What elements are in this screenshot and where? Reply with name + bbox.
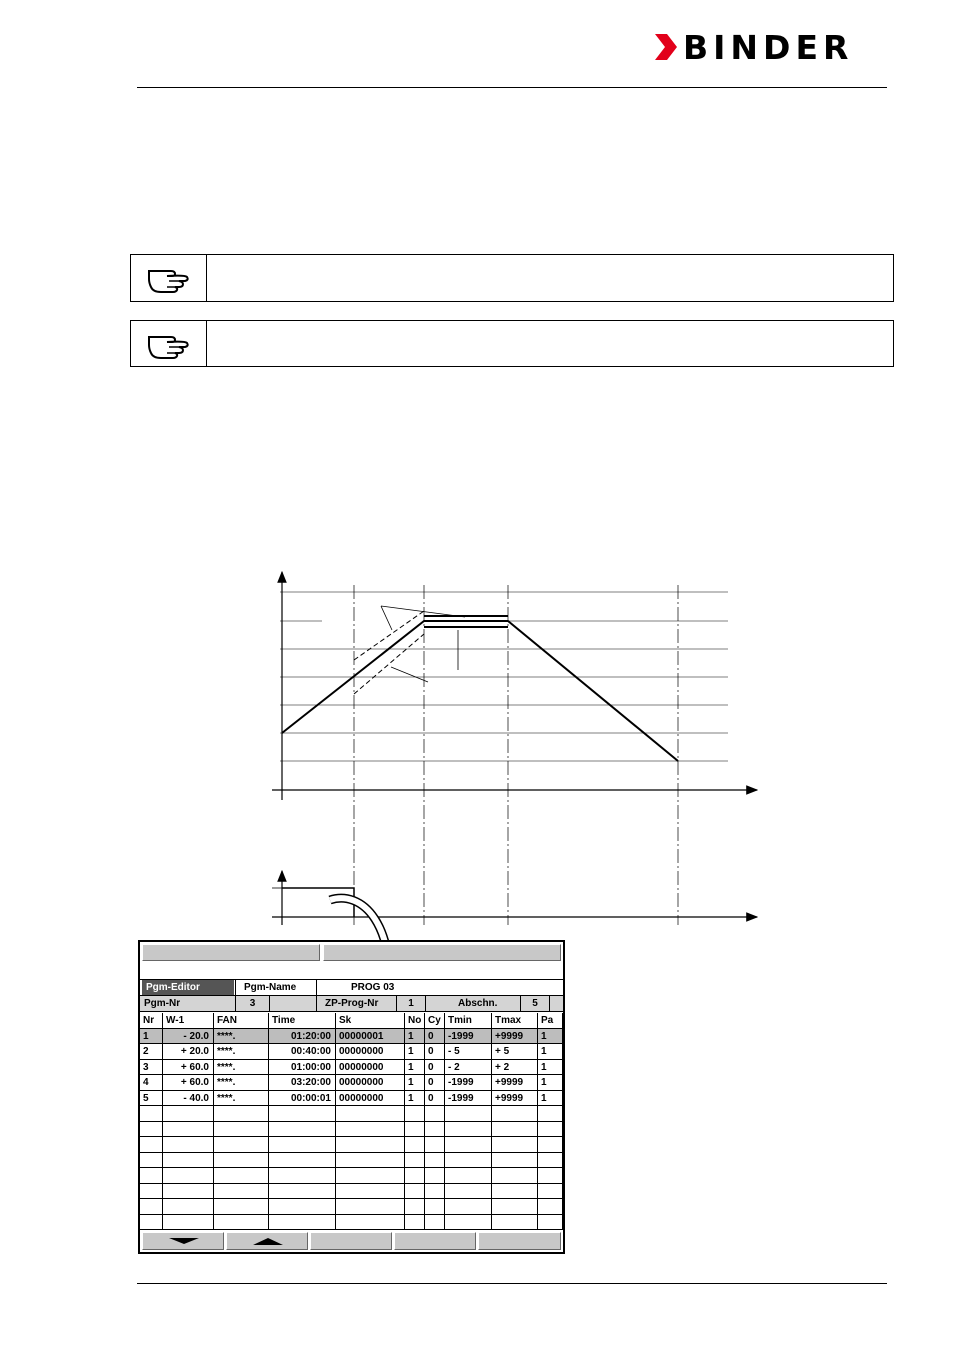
table-cell — [163, 1199, 214, 1214]
table-cell: 1 — [538, 1029, 563, 1044]
table-cell: 3 — [140, 1060, 163, 1075]
table-cell — [269, 1215, 336, 1230]
header-rule — [137, 87, 887, 88]
table-cell — [425, 1215, 445, 1230]
table-cell — [140, 1153, 163, 1168]
table-cell — [163, 1215, 214, 1230]
column-header: Pa — [538, 1013, 563, 1028]
table-cell — [140, 1199, 163, 1214]
zp-prog-label: ZP-Prog-Nr — [316, 996, 396, 1011]
table-cell — [492, 1215, 538, 1230]
table-cell: ****. — [214, 1075, 269, 1090]
table-row[interactable] — [140, 1122, 563, 1138]
table-cell — [538, 1168, 563, 1183]
pgm-name-label: Pgm-Name — [235, 980, 315, 995]
table-cell: + 60.0 — [163, 1060, 214, 1075]
table-row[interactable] — [140, 1106, 563, 1122]
table-cell — [445, 1153, 492, 1168]
table-cell — [140, 1168, 163, 1183]
table-cell — [163, 1153, 214, 1168]
table-cell: - 5 — [445, 1044, 492, 1059]
note-text-2 — [207, 321, 893, 366]
up-arrow-icon — [227, 1233, 308, 1249]
table-cell — [445, 1137, 492, 1152]
pointing-hand-icon — [131, 255, 207, 301]
pointing-hand-icon — [131, 321, 207, 366]
note-box-1 — [130, 254, 894, 302]
table-cell: 0 — [425, 1060, 445, 1075]
table-cell — [492, 1122, 538, 1137]
table-cell — [538, 1199, 563, 1214]
table-cell — [140, 1137, 163, 1152]
abschn-label: Abschn. — [458, 998, 498, 1009]
table-cell: 0 — [425, 1091, 445, 1106]
table-cell — [405, 1215, 425, 1230]
table-cell — [425, 1122, 445, 1137]
table-cell — [425, 1106, 445, 1121]
table-cell — [163, 1137, 214, 1152]
table-cell — [269, 1106, 336, 1121]
table-cell — [538, 1184, 563, 1199]
top-button-left[interactable] — [142, 944, 320, 961]
table-cell — [405, 1137, 425, 1152]
table-cell — [269, 1153, 336, 1168]
abschn-value[interactable]: 5 — [520, 996, 550, 1011]
table-cell — [214, 1215, 269, 1230]
table-cell: 00000000 — [336, 1075, 405, 1090]
table-cell — [538, 1122, 563, 1137]
footer-button-3[interactable] — [310, 1232, 392, 1250]
table-cell — [163, 1106, 214, 1121]
table-row[interactable] — [140, 1215, 563, 1231]
table-cell: ****. — [214, 1029, 269, 1044]
column-header: Nr — [140, 1013, 163, 1028]
table-cell: + 2 — [492, 1060, 538, 1075]
table-cell: 0 — [425, 1044, 445, 1059]
table-cell: ****. — [214, 1060, 269, 1075]
note-box-2 — [130, 320, 894, 367]
pgm-nr-value[interactable]: 3 — [235, 996, 270, 1011]
table-cell — [538, 1215, 563, 1230]
table-cell: + 20.0 — [163, 1044, 214, 1059]
table-cell — [405, 1184, 425, 1199]
table-row[interactable] — [140, 1044, 563, 1060]
table-cell — [140, 1184, 163, 1199]
table-row[interactable] — [140, 1153, 563, 1169]
table-row[interactable] — [140, 1091, 563, 1107]
footer-button-4[interactable] — [394, 1232, 476, 1250]
table-cell: 00:40:00 — [269, 1044, 336, 1059]
zp-prog-value[interactable]: 1 — [396, 996, 426, 1011]
scroll-down-button[interactable] — [142, 1232, 224, 1250]
table-cell: 1 — [405, 1029, 425, 1044]
table-cell — [405, 1153, 425, 1168]
table-cell: - 2 — [445, 1060, 492, 1075]
table-cell — [538, 1153, 563, 1168]
table-cell: 03:20:00 — [269, 1075, 336, 1090]
table-cell: 5 — [140, 1091, 163, 1106]
column-header: Time — [269, 1013, 336, 1028]
table-cell — [214, 1122, 269, 1137]
table-cell: 00000000 — [336, 1044, 405, 1059]
table-cell: 1 — [405, 1060, 425, 1075]
table-cell: 00000001 — [336, 1029, 405, 1044]
column-header: FAN — [214, 1013, 269, 1028]
setpoint-profile — [282, 621, 678, 761]
table-cell: 0 — [425, 1029, 445, 1044]
table-cell — [163, 1184, 214, 1199]
table-cell: 0 — [425, 1075, 445, 1090]
table-cell: 1 — [405, 1091, 425, 1106]
table-row[interactable] — [140, 1029, 563, 1045]
table-cell: 00:00:01 — [269, 1091, 336, 1106]
table-cell — [425, 1184, 445, 1199]
table-cell: - 20.0 — [163, 1029, 214, 1044]
column-header: No — [405, 1013, 425, 1028]
table-cell — [336, 1137, 405, 1152]
table-cell: + 5 — [492, 1044, 538, 1059]
pgm-name-value[interactable]: PROG 03 — [316, 980, 561, 995]
table-cell — [425, 1153, 445, 1168]
table-cell — [140, 1215, 163, 1230]
table-cell: ****. — [214, 1044, 269, 1059]
program-editor-panel — [138, 940, 565, 1254]
column-header: Sk — [336, 1013, 405, 1028]
horizontal-gridlines — [280, 592, 728, 761]
table-cell: ****. — [214, 1091, 269, 1106]
table-cell: 01:20:00 — [269, 1029, 336, 1044]
table-cell — [269, 1184, 336, 1199]
table-cell: -1999 — [445, 1029, 492, 1044]
table-cell — [336, 1199, 405, 1214]
table-cell — [214, 1153, 269, 1168]
table-cell — [445, 1122, 492, 1137]
pgm-editor-title: Pgm-Editor — [142, 980, 234, 995]
table-cell: -1999 — [445, 1091, 492, 1106]
top-button-right[interactable] — [323, 944, 561, 961]
table-cell — [163, 1122, 214, 1137]
column-header: Tmax — [492, 1013, 538, 1028]
table-cell — [163, 1168, 214, 1183]
table-cell: 1 — [405, 1044, 425, 1059]
table-cell — [336, 1215, 405, 1230]
down-arrow-icon — [143, 1233, 224, 1249]
pgm-nr-label: Pgm-Nr — [144, 998, 181, 1009]
table-cell: 4 — [140, 1075, 163, 1090]
table-cell: 01:00:00 — [269, 1060, 336, 1075]
table-cell: 00000000 — [336, 1091, 405, 1106]
table-cell — [269, 1122, 336, 1137]
table-cell — [269, 1137, 336, 1152]
table-cell: 1 — [538, 1091, 563, 1106]
table-row[interactable] — [140, 1075, 563, 1091]
table-cell — [336, 1122, 405, 1137]
table-cell — [214, 1137, 269, 1152]
table-cell: +9999 — [492, 1091, 538, 1106]
program-profile-diagram — [0, 560, 955, 940]
table-cell: - 40.0 — [163, 1091, 214, 1106]
table-cell — [214, 1168, 269, 1183]
table-cell — [492, 1184, 538, 1199]
table-cell: 1 — [140, 1029, 163, 1044]
binder-logo — [655, 28, 890, 66]
table-cell: +9999 — [492, 1029, 538, 1044]
table-cell — [269, 1199, 336, 1214]
table-cell: 1 — [538, 1075, 563, 1090]
scroll-up-button[interactable] — [226, 1232, 308, 1250]
table-cell — [425, 1168, 445, 1183]
note-text-1 — [207, 255, 893, 301]
table-cell — [214, 1106, 269, 1121]
table-cell — [269, 1168, 336, 1183]
table-cell: 00000000 — [336, 1060, 405, 1075]
table-cell — [445, 1199, 492, 1214]
table-cell — [336, 1153, 405, 1168]
table-cell — [336, 1106, 405, 1121]
table-cell: + 60.0 — [163, 1075, 214, 1090]
table-cell: -1999 — [445, 1075, 492, 1090]
logo-text: BINDER — [683, 27, 854, 67]
table-cell — [405, 1122, 425, 1137]
table-cell — [140, 1106, 163, 1121]
binder-logo-mark-icon — [655, 34, 677, 60]
column-header: Cy — [425, 1013, 445, 1028]
table-cell — [492, 1106, 538, 1121]
table-cell — [425, 1199, 445, 1214]
table-cell — [492, 1199, 538, 1214]
table-cell — [492, 1168, 538, 1183]
table-cell: 2 — [140, 1044, 163, 1059]
table-cell — [140, 1122, 163, 1137]
table-cell — [405, 1106, 425, 1121]
table-cell — [214, 1199, 269, 1214]
table-cell: 1 — [538, 1044, 563, 1059]
table-cell — [445, 1168, 492, 1183]
table-cell — [445, 1215, 492, 1230]
table-cell — [492, 1137, 538, 1152]
table-cell — [214, 1184, 269, 1199]
table-cell — [336, 1168, 405, 1183]
table-header-row — [140, 1013, 563, 1029]
table-cell — [538, 1137, 563, 1152]
column-header: Tmin — [445, 1013, 492, 1028]
table-cell: 1 — [538, 1060, 563, 1075]
table-row[interactable] — [140, 1168, 563, 1184]
table-row[interactable] — [140, 1184, 563, 1200]
footer-rule — [137, 1283, 887, 1284]
table-cell: +9999 — [492, 1075, 538, 1090]
table-row[interactable] — [140, 1137, 563, 1153]
table-row[interactable] — [140, 1060, 563, 1076]
table-cell — [445, 1184, 492, 1199]
table-cell — [492, 1153, 538, 1168]
table-cell — [445, 1106, 492, 1121]
table-cell — [425, 1137, 445, 1152]
table-cell — [405, 1199, 425, 1214]
table-cell — [538, 1106, 563, 1121]
table-cell: 1 — [405, 1075, 425, 1090]
table-cell — [336, 1184, 405, 1199]
section-boundaries — [354, 585, 678, 925]
column-header: W-1 — [163, 1013, 214, 1028]
table-row[interactable] — [140, 1199, 563, 1215]
table-cell — [405, 1168, 425, 1183]
footer-button-5[interactable] — [478, 1232, 561, 1250]
